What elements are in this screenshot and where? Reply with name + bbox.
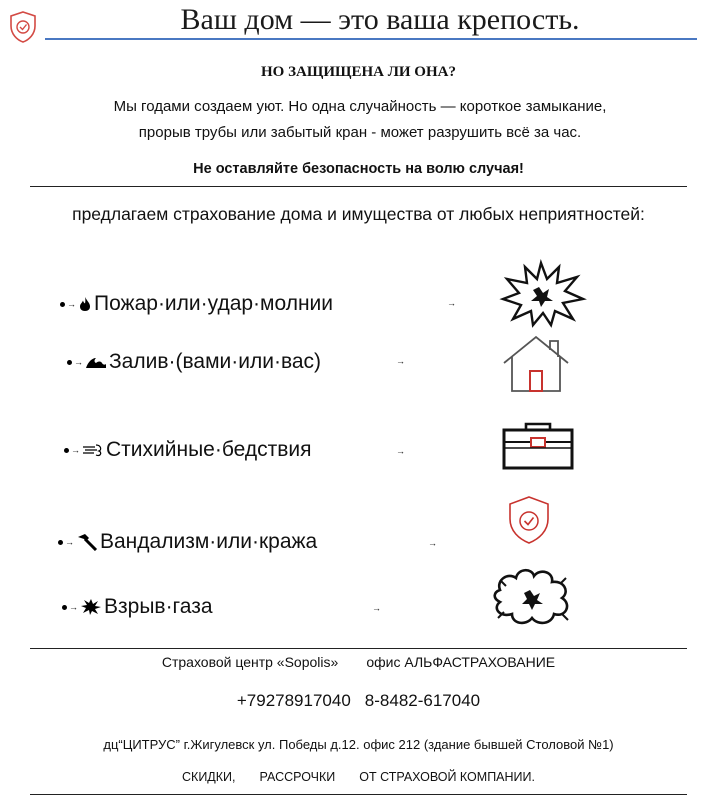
- perk-discounts: СКИДКИ,: [182, 770, 236, 784]
- arrow-icon: →: [74, 357, 83, 367]
- wind-icon: [82, 442, 104, 458]
- shield-check-icon: [506, 494, 552, 546]
- phone-landline: 8-8482-617040: [364, 691, 481, 710]
- intro-line-2: прорыв трубы или забытый кран - может разрушить всё за час.: [138, 124, 582, 141]
- tab-arrow-icon: →: [396, 446, 405, 456]
- bullet-icon: [60, 302, 65, 307]
- explosion-cloud-icon: [486, 562, 580, 634]
- wave-icon: [85, 355, 107, 369]
- explosion-burst-icon: [497, 259, 587, 329]
- risk-label: Взрыв·газа: [104, 595, 213, 618]
- intro-paragraph: [30, 94, 690, 146]
- risk-item-vandalism: [58, 527, 317, 557]
- risk-item-fire: [60, 289, 333, 319]
- bullet-icon: [58, 540, 63, 545]
- risk-item-flood: [67, 347, 321, 377]
- arrow-icon: →: [65, 537, 74, 547]
- title-underline: [45, 38, 697, 40]
- perk-company: ОТ СТРАХОВОЙ КОМПАНИИ.: [359, 770, 535, 784]
- tab-arrow-icon: →: [396, 356, 405, 366]
- toolbox-icon: [500, 420, 576, 472]
- arrow-icon: →: [71, 445, 80, 455]
- risk-label: Вандализм·или·кража: [100, 530, 318, 553]
- phone-mobile: +79278917040: [236, 691, 351, 710]
- hammer-icon: [76, 533, 98, 551]
- risk-item-disaster: [64, 435, 311, 465]
- shield-check-icon: [8, 10, 38, 44]
- offer-text: предлагаем страхование дома и имущества от любых неприятностей:: [72, 204, 645, 224]
- divider: [30, 186, 687, 187]
- bullet-icon: [64, 448, 69, 453]
- risk-label: Стихийные·бедствия: [106, 438, 312, 461]
- phone-line: [0, 691, 717, 711]
- tab-arrow-icon: →: [372, 603, 381, 613]
- bullet-icon: [62, 605, 67, 610]
- company-name: Страховой центр «Sopolis»: [161, 654, 339, 670]
- page-title: Ваш дом — это ваша крепость.: [180, 3, 580, 36]
- intro-line-1: Мы годами создаем уют. Но одна случайность — короткое замыкание,: [113, 98, 607, 115]
- risk-label: Пожар·или·удар·молнии: [94, 292, 334, 315]
- fire-icon: [78, 296, 92, 312]
- perk-installments: РАССРОЧКИ: [259, 770, 336, 784]
- divider: [30, 794, 687, 795]
- blast-icon: [80, 598, 102, 616]
- warning-text: Не оставляйте безопасность на волю случая!: [193, 161, 524, 177]
- company-line: [0, 654, 717, 670]
- perks-line: [0, 770, 717, 784]
- address: дц“ЦИТРУС” г.Жигулевск ул. Победы д.12. офис 212 (здание бывшей Столовой №1): [103, 737, 614, 752]
- house-icon: [500, 333, 572, 395]
- tab-arrow-icon: →: [447, 298, 456, 308]
- arrow-icon: →: [69, 602, 78, 612]
- question-heading: НО ЗАЩИЩЕНА ЛИ ОНА?: [261, 64, 456, 80]
- risk-item-gas: [62, 592, 213, 622]
- arrow-icon: →: [67, 299, 76, 309]
- risk-label: Залив·(вами·или·вас): [109, 350, 322, 373]
- bullet-icon: [67, 360, 72, 365]
- office-name: офис АЛЬФАСТРАХОВАНИЕ: [366, 654, 556, 670]
- tab-arrow-icon: →: [428, 538, 437, 548]
- divider: [30, 648, 687, 649]
